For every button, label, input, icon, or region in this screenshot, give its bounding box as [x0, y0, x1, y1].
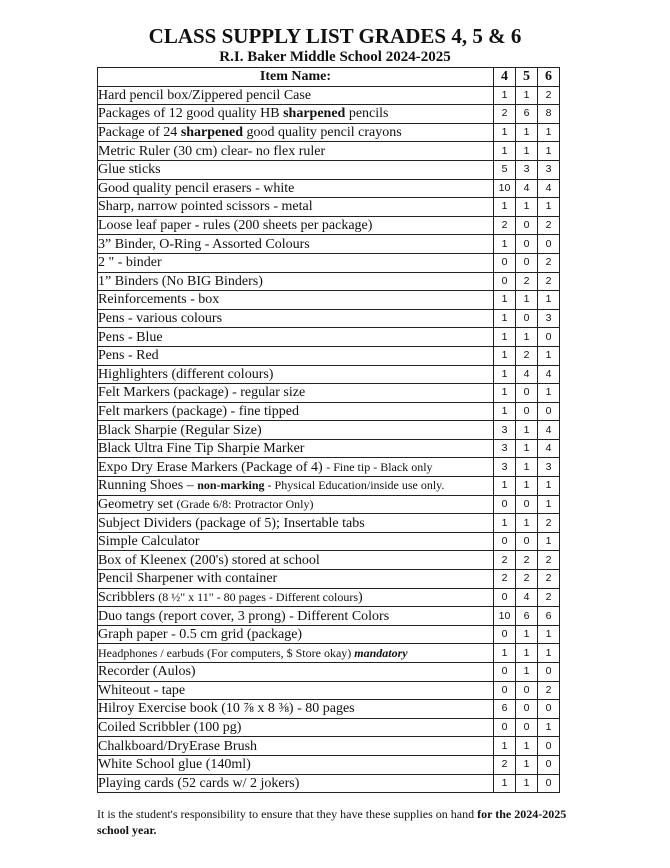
grade-4-quantity: 1 [494, 477, 516, 496]
table-row [98, 570, 560, 589]
grade-6-quantity: 1 [538, 644, 560, 663]
grade-6-quantity: 0 [538, 328, 560, 347]
item-name-cell [98, 179, 494, 198]
table-row [98, 718, 560, 737]
table-row [98, 644, 560, 663]
grade-4-quantity: 2 [494, 216, 516, 235]
table-row [98, 495, 560, 514]
grade-5-quantity: 2 [516, 272, 538, 291]
table-row [98, 737, 560, 756]
grade-5-quantity: 1 [516, 198, 538, 217]
grade-6-quantity: 4 [538, 365, 560, 384]
grade-5-quantity: 2 [516, 551, 538, 570]
grade-4-quantity: 1 [494, 402, 516, 421]
grade-5-quantity: 4 [516, 588, 538, 607]
grade-5-quantity: 6 [516, 607, 538, 626]
grade-4-quantity: 10 [494, 179, 516, 198]
grade-6-quantity: 2 [538, 272, 560, 291]
item-name-text: Recorder (Aulos) [98, 664, 196, 680]
grade-4-quantity: 0 [494, 663, 516, 682]
grade-6-quantity: 1 [538, 532, 560, 551]
grade-4-quantity: 0 [494, 532, 516, 551]
grade-4-quantity: 1 [494, 737, 516, 756]
grade-5-quantity: 1 [516, 774, 538, 793]
item-name-text: Packages of 12 good quality HB [98, 106, 284, 122]
grade-6-quantity: 1 [538, 718, 560, 737]
item-name-text: 3” Binder, O-Ring - Assorted Colours [98, 236, 310, 252]
grade-4-quantity: 2 [494, 755, 516, 774]
grade-4-quantity: 1 [494, 123, 516, 142]
item-name-text: Coiled Scribbler (100 pg) [98, 720, 242, 736]
table-row [98, 774, 560, 793]
supply-table-body [98, 86, 560, 793]
item-name-cell [98, 198, 494, 217]
grade-5-quantity: 0 [516, 532, 538, 551]
item-name-cell [98, 755, 494, 774]
table-row [98, 328, 560, 347]
grade-6-quantity: 0 [538, 700, 560, 719]
grade-4-quantity: 2 [494, 570, 516, 589]
table-row [98, 198, 560, 217]
table-row [98, 681, 560, 700]
grade-5-header: 5 [516, 68, 538, 87]
item-name-cell [98, 235, 494, 254]
item-name-cell [98, 495, 494, 514]
item-name-text: Graph paper - 0.5 cm grid (package) [98, 627, 303, 643]
grade-6-quantity: 1 [538, 384, 560, 403]
grade-6-quantity: 2 [538, 86, 560, 105]
item-name-text: Duo tangs (report cover, 3 prong) - Different Colors [98, 608, 390, 624]
grade-6-quantity: 2 [538, 681, 560, 700]
grade-4-quantity: 0 [494, 718, 516, 737]
item-name-text: Geometry set [98, 496, 177, 512]
grade-5-quantity: 1 [516, 663, 538, 682]
item-name-cell [98, 588, 494, 607]
item-name-text: Felt Markers (package) - regular size [98, 385, 306, 401]
table-row [98, 86, 560, 105]
grade-5-quantity: 0 [516, 253, 538, 272]
grade-6-quantity: 8 [538, 105, 560, 124]
item-name-cell [98, 402, 494, 421]
item-name-cell [98, 291, 494, 310]
item-name-text: Whiteout - tape [98, 682, 186, 698]
page-title: CLASS SUPPLY LIST GRADES 4, 5 & 6 [148, 24, 522, 48]
grade-6-quantity: 0 [538, 402, 560, 421]
grade-5-quantity: 1 [516, 328, 538, 347]
item-name-cell [98, 458, 494, 477]
grade-6-quantity: 4 [538, 439, 560, 458]
item-name-text: Expo Dry Erase Markers (Package of 4) [98, 459, 327, 475]
item-name-cell [98, 700, 494, 719]
grade-4-quantity: 0 [494, 625, 516, 644]
grade-6-quantity: 1 [538, 198, 560, 217]
footer-bold-text: for the 2024-2025 school year. [97, 807, 567, 837]
grade-5-quantity: 0 [516, 235, 538, 254]
grade-6-quantity: 1 [538, 477, 560, 496]
grade-4-quantity: 1 [494, 86, 516, 105]
item-name-cell [98, 346, 494, 365]
table-row [98, 514, 560, 533]
grade-5-quantity: 1 [516, 142, 538, 161]
item-name-text: (8 ½" x 11" - 80 pages - Different colours [158, 589, 359, 604]
grade-4-quantity: 1 [494, 644, 516, 663]
item-name-cell [98, 328, 494, 347]
grade-6-quantity: 1 [538, 625, 560, 644]
grade-4-quantity: 3 [494, 458, 516, 477]
item-name-cell [98, 663, 494, 682]
table-row [98, 588, 560, 607]
item-name-text: Pens - Red [98, 348, 159, 364]
item-name-text: mandatory [354, 645, 408, 660]
item-name-text: good quality pencil crayons [243, 125, 402, 141]
grade-5-quantity: 1 [516, 123, 538, 142]
item-name-text: Pens - various colours [98, 311, 223, 327]
grade-5-quantity: 1 [516, 644, 538, 663]
grade-6-quantity: 4 [538, 179, 560, 198]
item-name-text: Black Sharpie (Regular Size) [98, 422, 262, 438]
item-name-text: Headphones / earbuds (For computers, $ Store okay) [98, 645, 355, 660]
grade-6-quantity: 2 [538, 551, 560, 570]
item-name-text: Box of Kleenex (200's) stored at school [98, 552, 320, 568]
item-name-cell [98, 216, 494, 235]
item-name-text: Metric Ruler (30 cm) clear- no flex ruler [98, 143, 326, 159]
grade-6-quantity: 0 [538, 737, 560, 756]
grade-4-quantity: 0 [494, 681, 516, 700]
grade-4-quantity: 1 [494, 198, 516, 217]
grade-4-quantity: 0 [494, 272, 516, 291]
item-name-text: Sharp, narrow pointed scissors - metal [98, 199, 313, 215]
page-subtitle: R.I. Baker Middle School 2024-2025 [219, 49, 451, 65]
grade-6-quantity: 0 [538, 755, 560, 774]
item-name-cell [98, 86, 494, 105]
grade-4-quantity: 1 [494, 328, 516, 347]
item-name-text: Loose leaf paper - rules (200 sheets per package) [98, 218, 373, 234]
grade-5-quantity: 6 [516, 105, 538, 124]
grade-5-quantity: 1 [516, 439, 538, 458]
table-row [98, 160, 560, 179]
item-name-text: ) [358, 589, 363, 605]
grade-6-quantity: 2 [538, 570, 560, 589]
item-name-text: - Physical Education/inside use only. [264, 478, 445, 493]
item-name-text: Pens - Blue [98, 329, 163, 345]
grade-5-quantity: 1 [516, 291, 538, 310]
item-name-text: Simple Calculator [98, 534, 200, 550]
grade-6-quantity: 1 [538, 291, 560, 310]
grade-4-quantity: 2 [494, 551, 516, 570]
item-name-text: Package of 24 [98, 125, 181, 141]
table-row [98, 700, 560, 719]
grade-6-quantity: 2 [538, 588, 560, 607]
item-name-text: Felt markers (package) - fine tipped [98, 403, 299, 419]
grade-5-quantity: 0 [516, 495, 538, 514]
item-name-text: 2 " - binder [98, 255, 162, 271]
grade-4-quantity: 1 [494, 774, 516, 793]
supply-table [97, 67, 560, 793]
grade-5-quantity: 0 [516, 402, 538, 421]
table-row [98, 625, 560, 644]
grade-6-quantity: 6 [538, 607, 560, 626]
item-name-text: Playing cards (52 cards w/ 2 jokers) [98, 775, 300, 791]
table-row [98, 346, 560, 365]
table-row [98, 235, 560, 254]
item-name-text: sharpened [180, 125, 244, 141]
grade-4-quantity: 10 [494, 607, 516, 626]
table-row [98, 439, 560, 458]
grade-5-quantity: 1 [516, 737, 538, 756]
table-row [98, 179, 560, 198]
grade-5-quantity: 0 [516, 309, 538, 328]
item-name-cell [98, 365, 494, 384]
item-name-text: Highlighters (different colours) [98, 366, 274, 382]
table-row [98, 142, 560, 161]
item-name-cell [98, 570, 494, 589]
grade-4-quantity: 3 [494, 421, 516, 440]
grade-4-quantity: 1 [494, 235, 516, 254]
table-row [98, 421, 560, 440]
grade-6-quantity: 3 [538, 309, 560, 328]
item-name-cell [98, 681, 494, 700]
item-name-cell [98, 514, 494, 533]
grade-4-quantity: 1 [494, 309, 516, 328]
item-name-cell [98, 737, 494, 756]
footer-text: It is the student's responsibility to ensure that they have these supplies on hand [97, 807, 478, 821]
item-name-cell [98, 607, 494, 626]
grade-4-header: 4 [494, 68, 516, 87]
grade-4-quantity: 0 [494, 495, 516, 514]
item-name-cell [98, 477, 494, 496]
item-name-cell [98, 123, 494, 142]
grade-5-quantity: 0 [516, 700, 538, 719]
grade-6-quantity: 2 [538, 514, 560, 533]
table-row [98, 216, 560, 235]
table-row [98, 532, 560, 551]
grade-5-quantity: 1 [516, 458, 538, 477]
table-row [98, 272, 560, 291]
grade-5-quantity: 2 [516, 346, 538, 365]
table-row [98, 291, 560, 310]
grade-6-quantity: 3 [538, 160, 560, 179]
item-name-cell [98, 421, 494, 440]
grade-5-quantity: 1 [516, 86, 538, 105]
grade-6-quantity: 4 [538, 421, 560, 440]
item-name-text: Reinforcements - box [98, 292, 220, 308]
item-name-cell [98, 625, 494, 644]
item-name-text: sharpened [283, 106, 346, 122]
grade-5-quantity: 1 [516, 477, 538, 496]
item-name-text: pencils [345, 106, 389, 122]
grade-6-quantity: 1 [538, 346, 560, 365]
item-name-text: - Fine tip - Black only [326, 459, 433, 474]
item-name-text: Good quality pencil erasers - white [98, 180, 295, 196]
grade-5-quantity: 1 [516, 514, 538, 533]
item-name-text: Chalkboard/DryErase Brush [98, 738, 258, 754]
grade-4-quantity: 3 [494, 439, 516, 458]
item-name-text: Scribblers [98, 589, 159, 605]
grade-6-quantity: 1 [538, 495, 560, 514]
item-name-text: (Grade 6/8: Protractor Only) [176, 496, 314, 511]
item-name-cell [98, 160, 494, 179]
grade-5-quantity: 1 [516, 421, 538, 440]
table-row [98, 458, 560, 477]
grade-5-quantity: 0 [516, 384, 538, 403]
grade-5-quantity: 1 [516, 755, 538, 774]
table-row [98, 607, 560, 626]
item-name-cell [98, 532, 494, 551]
item-name-text: Subject Dividers (package of 5); Insertable tabs [98, 515, 365, 531]
grade-6-quantity: 0 [538, 663, 560, 682]
item-name-cell [98, 142, 494, 161]
grade-4-quantity: 1 [494, 514, 516, 533]
item-name-text: Running Shoes – [98, 478, 198, 494]
table-row [98, 477, 560, 496]
grade-5-quantity: 0 [516, 718, 538, 737]
grade-6-quantity: 1 [538, 123, 560, 142]
item-name-cell [98, 774, 494, 793]
grade-5-quantity: 0 [516, 216, 538, 235]
item-name-text: Black Ultra Fine Tip Sharpie Marker [98, 441, 305, 457]
item-name-cell [98, 718, 494, 737]
table-row [98, 123, 560, 142]
item-name-text: 1” Binders (No BIG Binders) [98, 273, 263, 289]
table-row [98, 365, 560, 384]
table-row [98, 253, 560, 272]
grade-5-quantity: 4 [516, 365, 538, 384]
grade-5-quantity: 1 [516, 625, 538, 644]
grade-4-quantity: 1 [494, 365, 516, 384]
item-name-text: Hard pencil box/Zippered pencil Case [98, 87, 312, 103]
grade-4-quantity: 2 [494, 105, 516, 124]
table-row [98, 551, 560, 570]
table-row [98, 105, 560, 124]
table-header-row [98, 68, 560, 87]
item-name-cell [98, 644, 494, 663]
grade-4-quantity: 1 [494, 384, 516, 403]
grade-4-quantity: 0 [494, 253, 516, 272]
item-name-text: White School glue (140ml) [98, 757, 251, 773]
table-row [98, 384, 560, 403]
item-name-cell [98, 384, 494, 403]
grade-4-quantity: 1 [494, 142, 516, 161]
grade-6-quantity: 2 [538, 253, 560, 272]
item-name-cell [98, 105, 494, 124]
grade-5-quantity: 2 [516, 570, 538, 589]
item-name-text: Pencil Sharpener with container [98, 571, 278, 587]
item-name-header: Item Name: [98, 68, 494, 87]
grade-5-quantity: 0 [516, 681, 538, 700]
item-name-text: non-marking [197, 478, 265, 493]
grade-6-quantity: 1 [538, 142, 560, 161]
grade-6-header: 6 [538, 68, 560, 87]
table-row [98, 402, 560, 421]
footer-note [97, 806, 567, 838]
item-name-cell [98, 309, 494, 328]
grade-4-quantity: 0 [494, 588, 516, 607]
grade-4-quantity: 1 [494, 346, 516, 365]
table-row [98, 663, 560, 682]
item-name-text: Glue sticks [98, 162, 161, 178]
grade-4-quantity: 5 [494, 160, 516, 179]
item-name-cell [98, 272, 494, 291]
grade-4-quantity: 6 [494, 700, 516, 719]
table-row [98, 755, 560, 774]
table-row [98, 309, 560, 328]
item-name-cell [98, 253, 494, 272]
grade-5-quantity: 3 [516, 160, 538, 179]
grade-6-quantity: 0 [538, 235, 560, 254]
grade-6-quantity: 0 [538, 774, 560, 793]
item-name-cell [98, 551, 494, 570]
grade-5-quantity: 4 [516, 179, 538, 198]
item-name-cell [98, 439, 494, 458]
item-name-text: Hilroy Exercise book (10 ⅞ x 8 ⅜) - 80 pages [98, 701, 355, 717]
grade-4-quantity: 1 [494, 291, 516, 310]
grade-6-quantity: 2 [538, 216, 560, 235]
grade-6-quantity: 3 [538, 458, 560, 477]
